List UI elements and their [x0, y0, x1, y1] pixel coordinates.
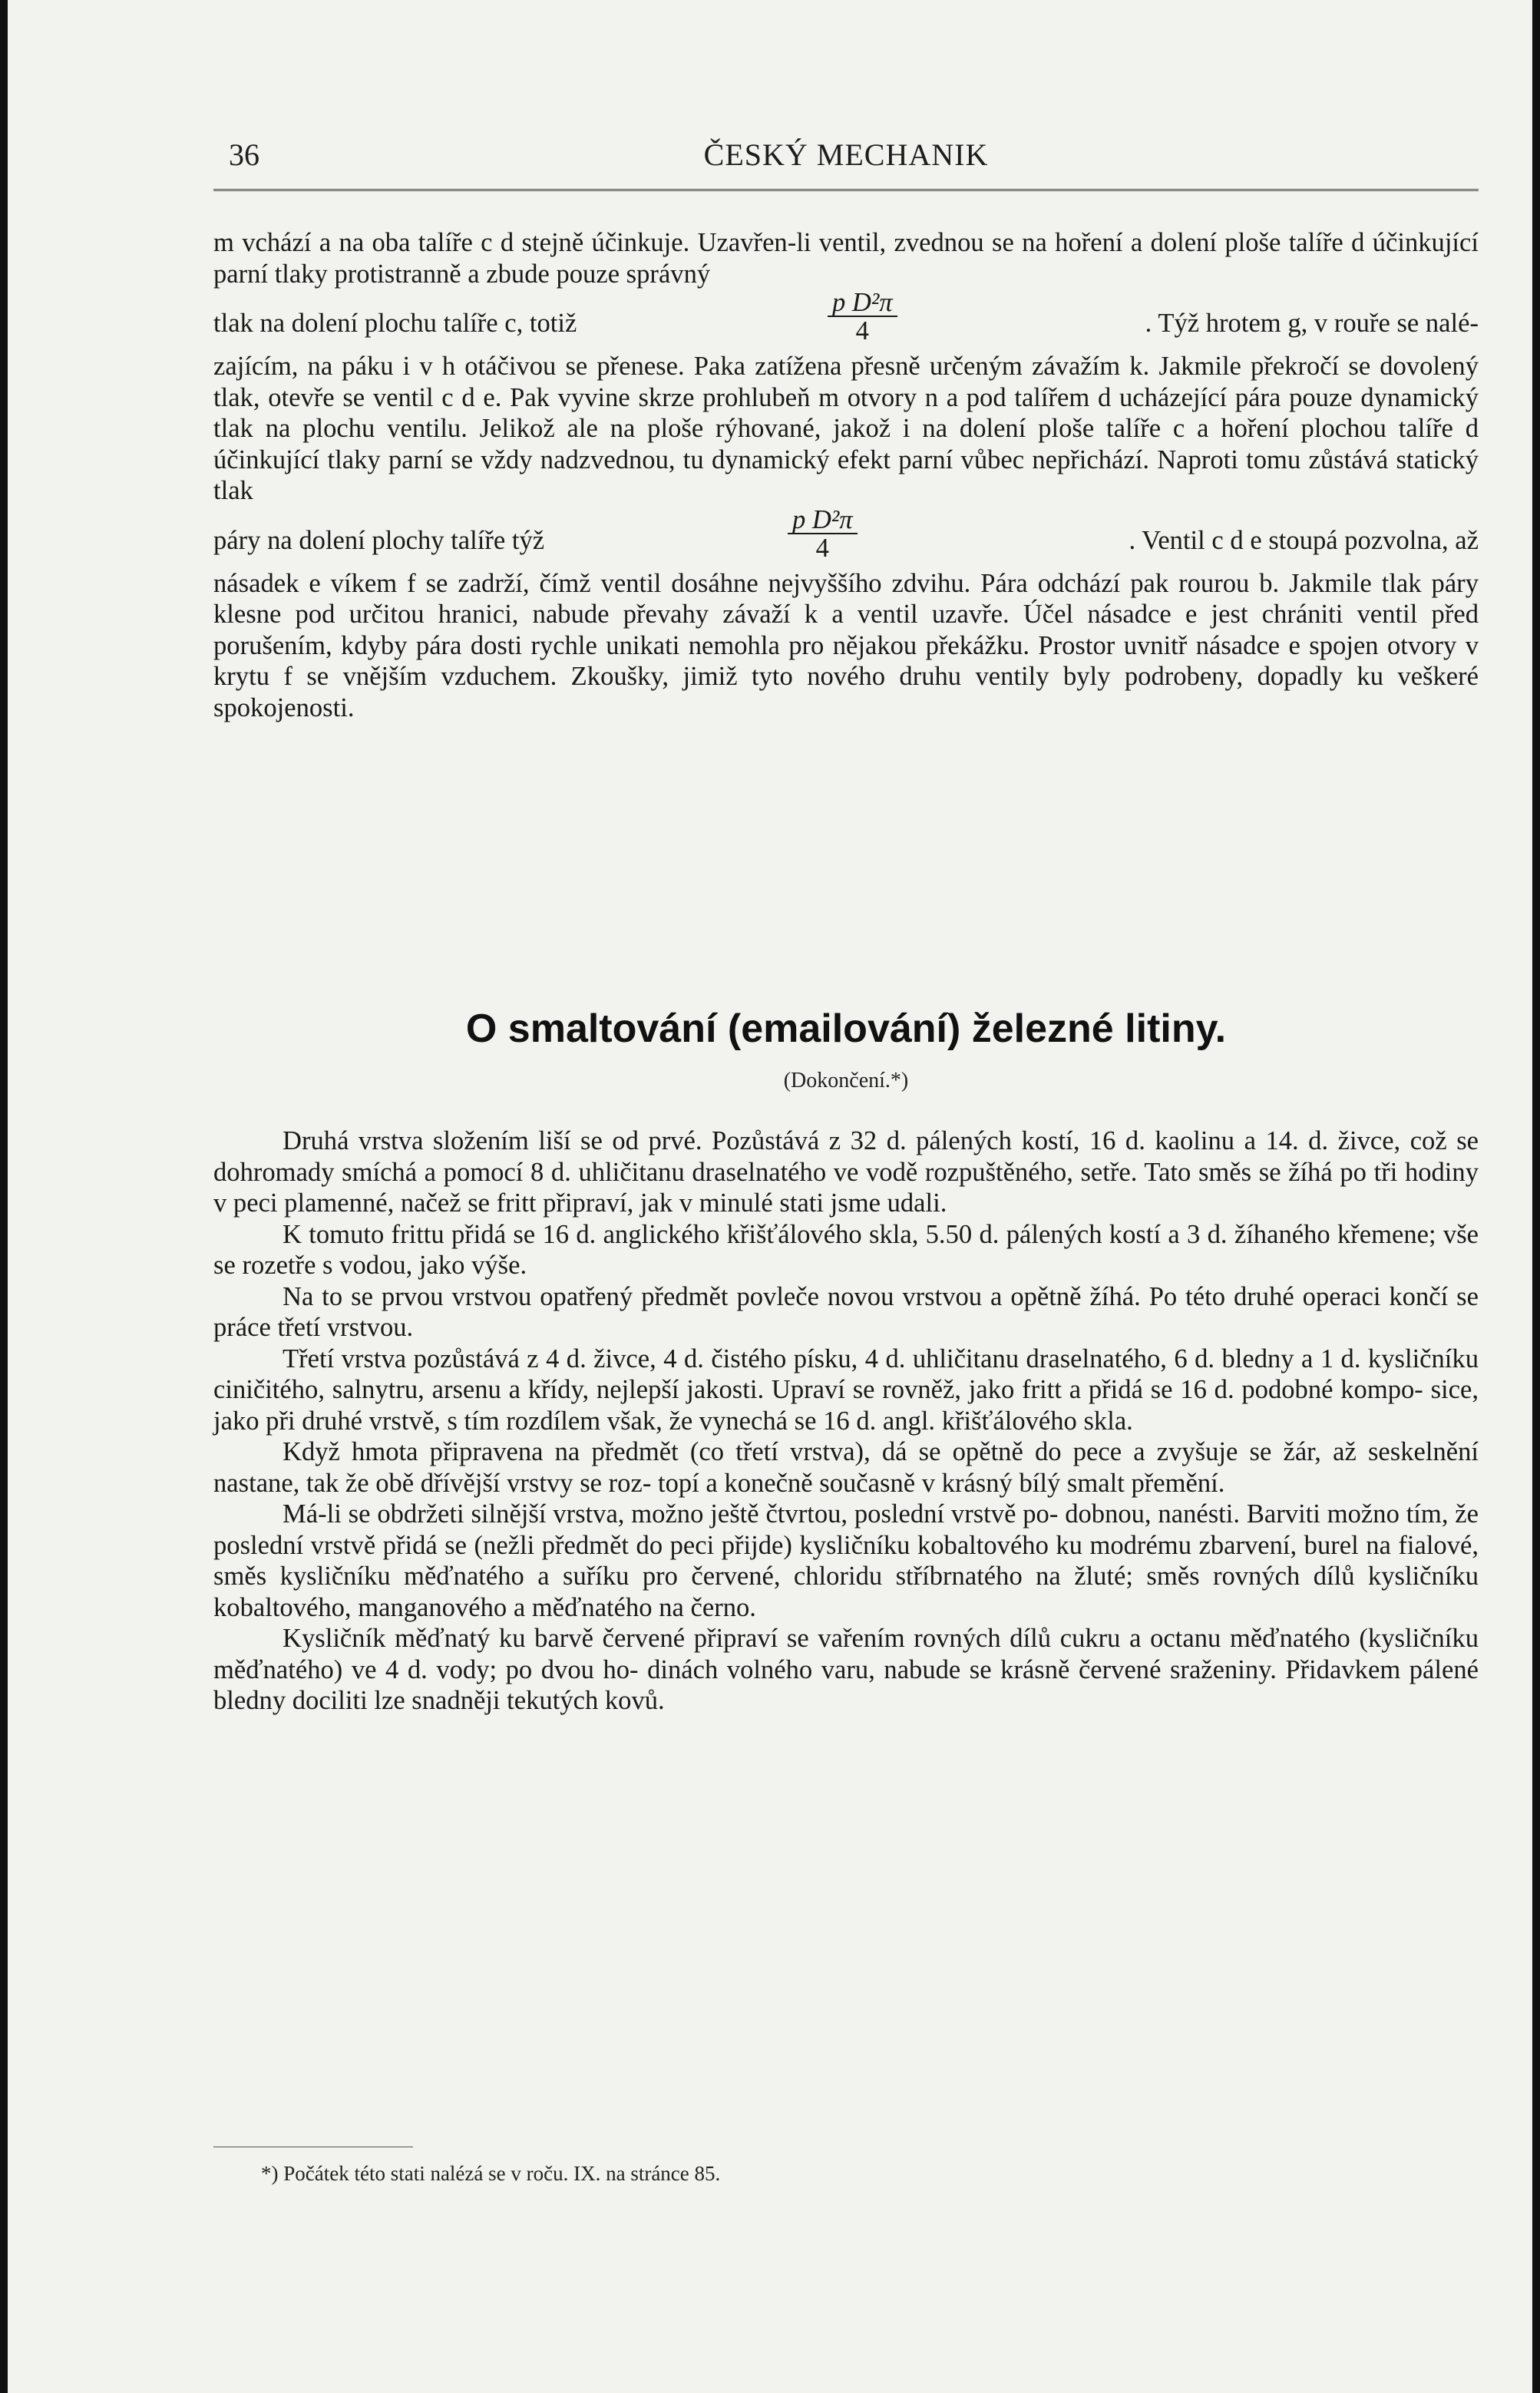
- paragraph: Druhá vrstva složením liší se od prvé. Pozůstává z 32 d. pálených kostí, 16 d. kaolinu a 14. d. živce, což se dohromady smíchá a pomocí 8 d. uhličitanu draselnatého ve vodě rozpuštěného, setře. Tato směs se žíhá po tři hodiny v peci plamenné, načež se fritt připraví, jak v minulé stati jsme udali.: [213, 1126, 1479, 1218]
- formula-line: [213, 504, 1479, 568]
- paragraph: K tomuto frittu přidá se 16 d. anglického křišťálového skla, 5.50 d. pálených kostí a 3 d. žíhaného křemene; vše se rozetře s vodou, jako výše.: [213, 1219, 1479, 1280]
- paragraph: zajícím, na páku i v h otáčivou se přenese. Paka zatížena přesně určeným závažím k. Jakmile překročí se dovolený tlak, otevře se ventil c d e. Pak vyvine skrze prohlubeň m otvory n a pod talířem d ucházející pára pouze dynamický tlak na plochu ventilu. Jelikož ale na ploše rýhované, jakož i na dolení ploše talíře c a hoření plochou talíře d účinkující tlaky parní se vždy nadzvednou, tu dynamický efekt parní vůbec nepřichází. Naproti tomu zůstává statický tlak: [213, 352, 1479, 505]
- formula-denominator: 4: [855, 316, 869, 345]
- paragraph: násadek e víkem f se zadrží, čímž ventil dosáhne nejvyššího zdvihu. Pára odchází pak rourou b. Jakmile tlak páry klesne pod určitou hranici, nabude převahy závaží k a ventil uzavře. Účel násadce e jest chrániti ventil před porušením, kdyby pára dosti rychle unikati nemohla pro nějakou překážku. Prostor uvnitř násadce e spojen otvory v krytu f se vnějším vzduchem. Zkoušky, jimiž tyto nového druhu ventily byly podrobeny, dopadly ku veškeré spokojenosti.: [213, 568, 1479, 722]
- formula: [828, 289, 897, 345]
- header-rule: [213, 189, 1479, 191]
- article-body: [213, 1125, 1479, 1717]
- running-head: [213, 137, 1479, 183]
- formula-tail-text: . Týž hrotem g, v rouře se nalé-: [1145, 309, 1479, 338]
- paragraph: Na to se prvou vrstvou opatřený předmět povleče novou vrstvou a opětně žíhá. Po této druhé operaci končí se práce třetí vrstvou.: [213, 1281, 1479, 1342]
- continued-text: [213, 227, 1479, 723]
- paragraph: Má-li se obdržeti silnější vrstva, možno ještě čtvrtou, poslední vrstvě po- dobnou, nanésti. Barviti možno tím, že poslední vrstvě přidá se (nežli předmět do peci přijde) kysličníku kobaltového ku modrému zbarvení, burel na fialové, směs kysličníku měďnatého a suříku pro červené, chloridu stříbrnatého na žluté; směs rovných dílů kysličníku kobaltového, manganového a měďnatého na černo.: [213, 1499, 1479, 1622]
- page-number: 36: [229, 137, 259, 172]
- formula-tail-text: . Ventil c d e stoupá pozvolna, až: [1129, 525, 1479, 555]
- formula-denominator: 4: [815, 533, 829, 563]
- paragraph: Třetí vrstva pozůstává z 4 d. živce, 4 d. čistého písku, 4 d. uhličitanu draselnatého, 6 d. bledny a 1 d. kysličníku ciničitého, salnytru, arsenu a křídy, nejlepší jakosti. Upraví se rovněž, jako fritt a přidá se 16 d. podobné kompo- sice, jako při druhé vrstvě, s tím rozdílem však, že vynechá se 16 d. angl. křišťálového skla.: [213, 1344, 1479, 1436]
- footnote: *) Počátek této stati nalézá se v roču. IX. na stránce 85.: [261, 2162, 721, 2185]
- formula-numerator: p D²π: [832, 288, 893, 317]
- journal-title: ČESKÝ MECHANIK: [703, 137, 989, 172]
- formula-lead-text: páry na dolení plochy talíře týž: [213, 525, 545, 555]
- page: [8, 0, 1532, 2393]
- paragraph: Když hmota připravena na předmět (co třetí vrstva), dá se opětně do pece a zvyšuje se žár, až seskelnění nastane, tak že obě dřívější vrstvy se roz- topí a konečně současně v krásný bílý smalt přemění.: [213, 1437, 1479, 1498]
- section-title: O smaltování (emailování) železné litiny.: [465, 1006, 1227, 1051]
- paragraph: m vchází a na oba talíře c d stejně účinkuje. Uzavřen-li ventil, zvednou se na hoření a dolení ploše talíře d účinkující parní tlaky protistranně a zbude pouze správný: [213, 228, 1479, 289]
- formula: [788, 504, 858, 563]
- section-note: (Dokončení.*): [783, 1069, 909, 1092]
- formula-numerator: p D²π: [792, 504, 853, 534]
- formula-lead-text: tlak na dolení plochu talíře c, totiž: [213, 309, 577, 338]
- paragraph: Kysličník měďnatý ku barvě červené připraví se vařením rovných dílů cukru a octanu měďnatého (kysličníku měďnatého) ve 4 d. vody; po dvou ho- dinách volného varu, nabude se krásně červené sraženiny. Přidavkem pálené bledny dociliti lze snadněji tekutých kovů.: [213, 1624, 1479, 1715]
- formula-line: [213, 289, 1479, 351]
